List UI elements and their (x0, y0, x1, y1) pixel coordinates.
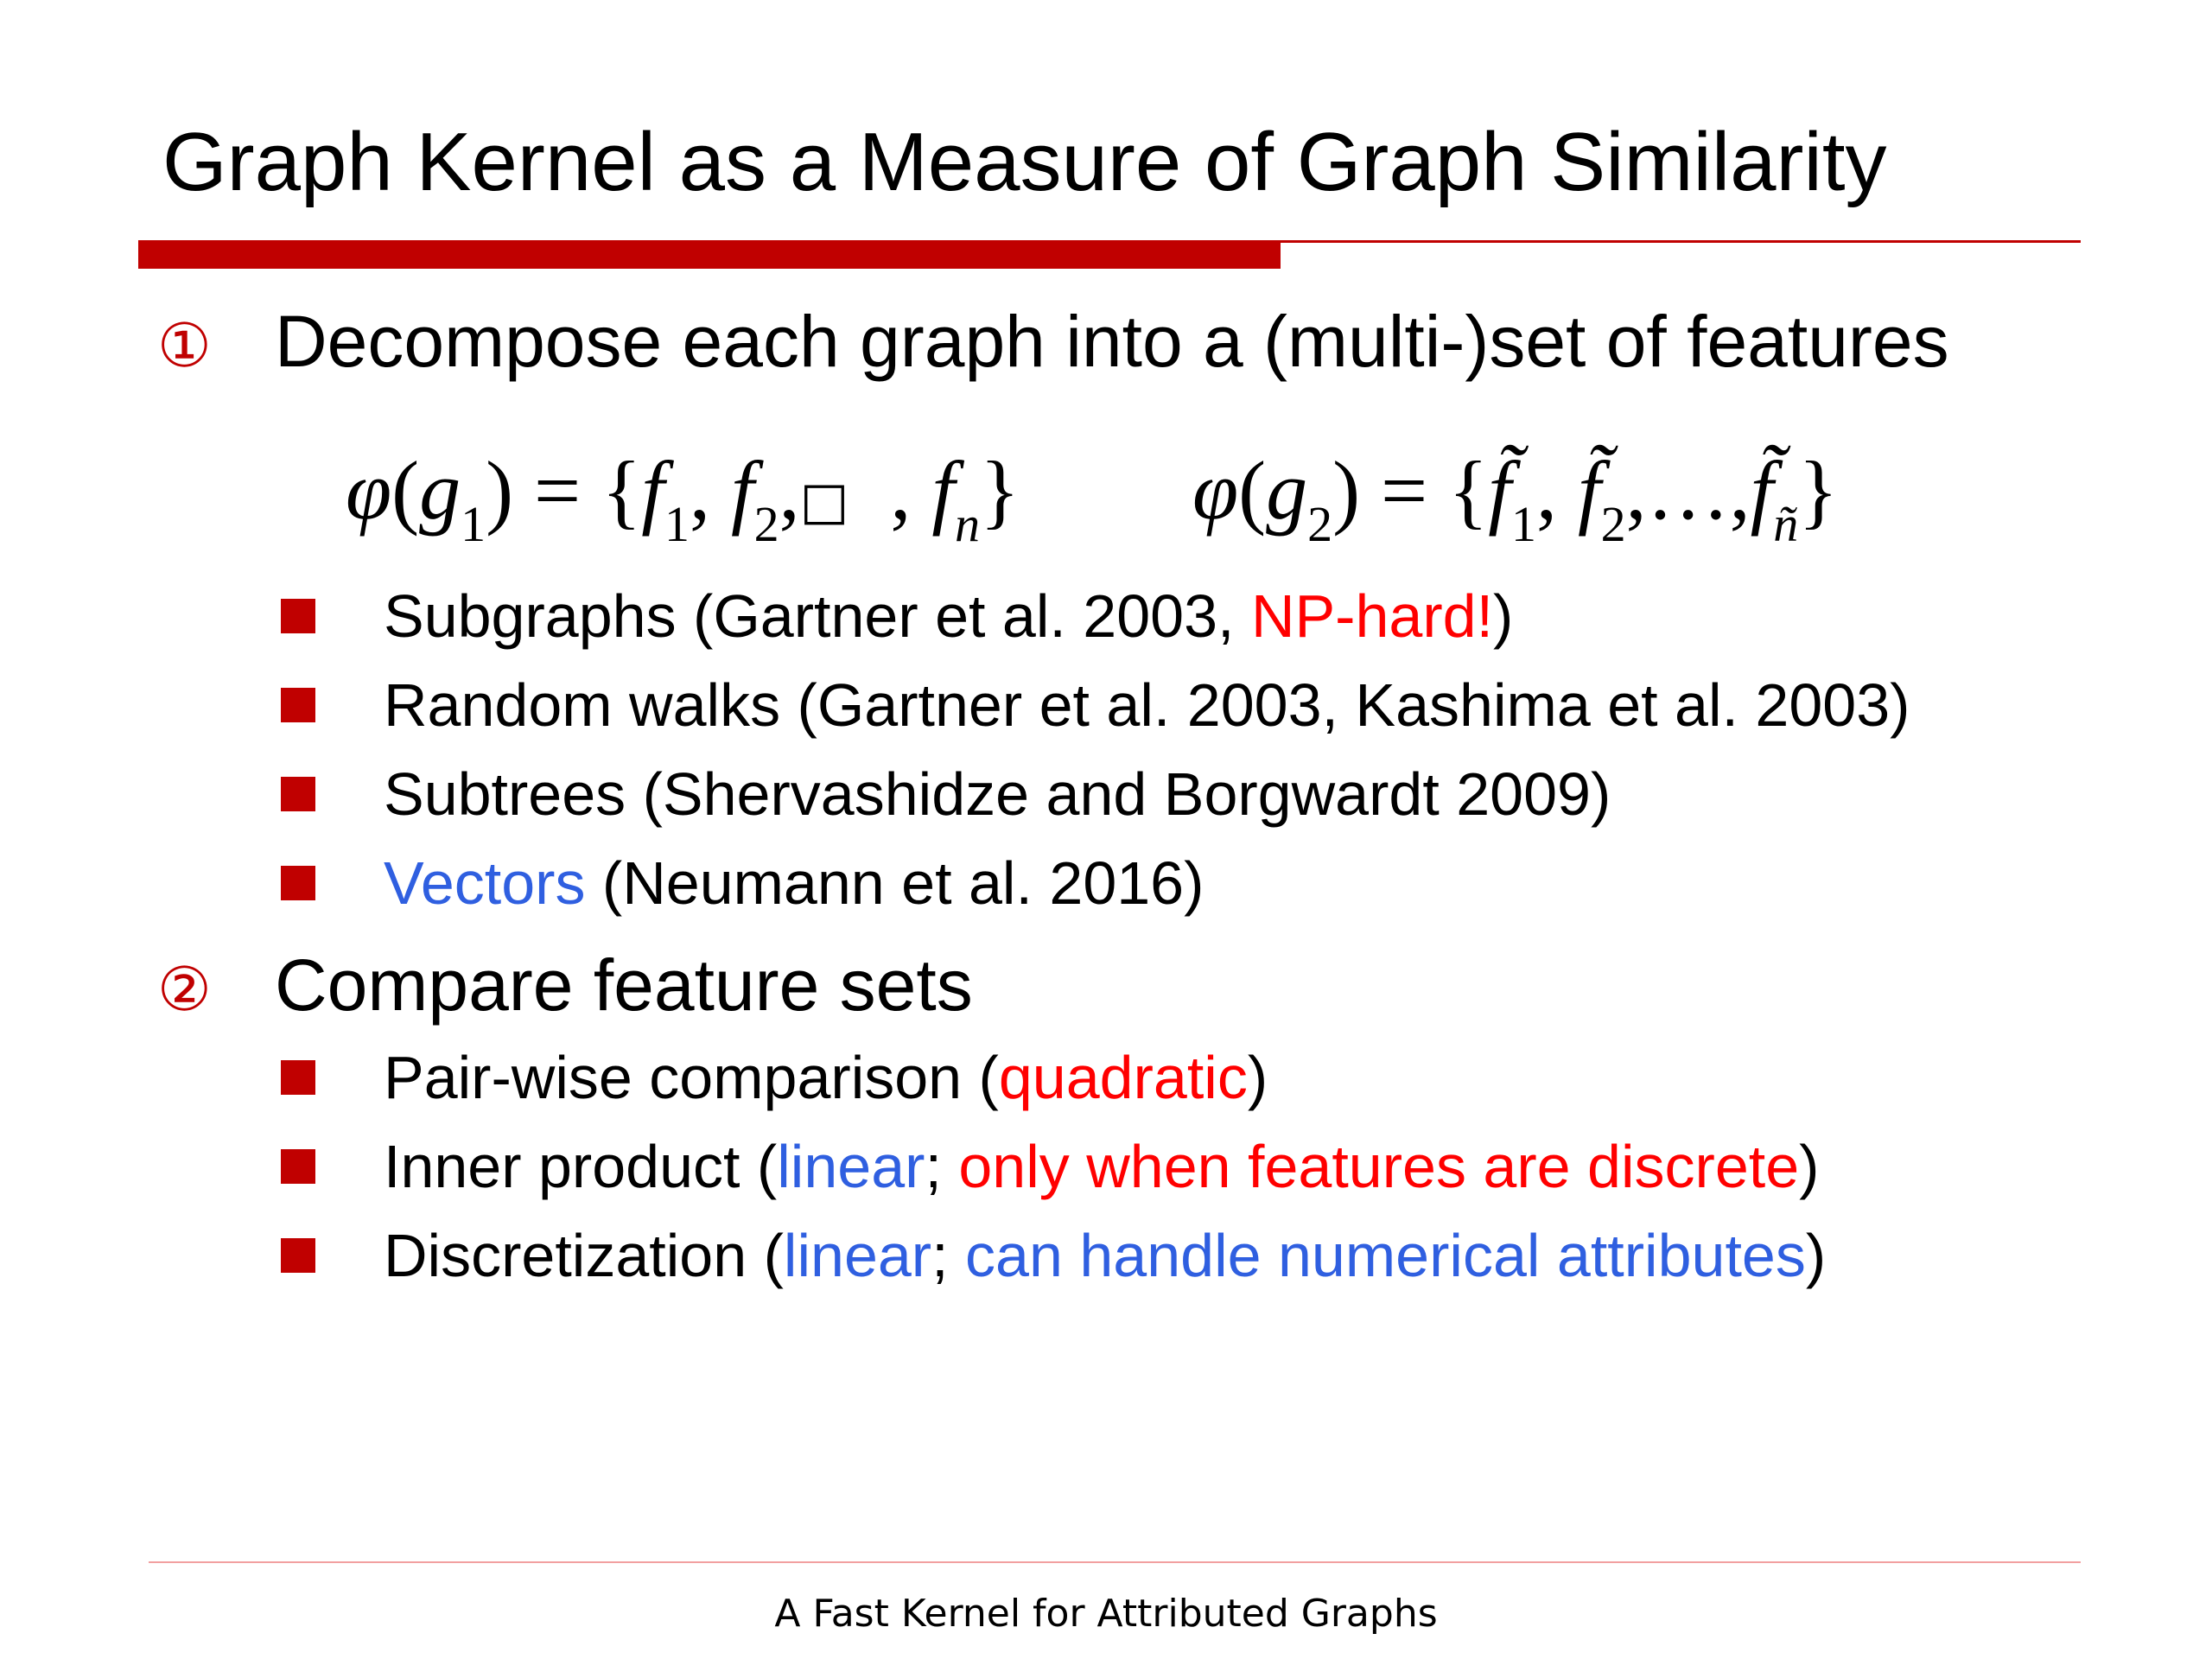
bullet-vectors: Vectors (Neumann et al. 2016) (384, 849, 1205, 917)
formula-right: $\varphi(g_2)$ = {$f̃_1$, $f̃_2,\dots,f̃_ñ$} (1192, 444, 1839, 552)
bullet-square (281, 1149, 315, 1184)
title-underline-thin (1281, 240, 2081, 243)
bullet-subgraphs: Subgraphs (Gartner et al. 2003, NP-hard!) (384, 582, 1514, 650)
bullet-square (281, 1238, 315, 1273)
step-1-number: ① (157, 310, 212, 381)
bullet-square (281, 599, 315, 633)
bullet-square (281, 688, 315, 722)
bullet-discretization: Discretization (linear; can handle numerical attributes) (384, 1222, 1827, 1289)
bullet-square (281, 866, 315, 900)
bullet-square (281, 1060, 315, 1095)
bullet-subtrees: Subtrees (Shervashidze and Borgwardt 2009) (384, 760, 1611, 828)
missing-glyph-box: □ (799, 471, 849, 531)
title-underline-thick (138, 240, 1281, 269)
step-1 (157, 298, 212, 389)
slide-footer: A Fast Kernel for Attributed Graphs (774, 1592, 1438, 1636)
footer-rule (149, 1561, 2081, 1563)
bullet-pairwise: Pair-wise comparison (quadratic) (384, 1044, 1268, 1111)
bullet-random-walks: Random walks (Gartner et al. 2003, Kashima et al. 2003) (384, 671, 1910, 739)
step-2-text: Compare feature sets (275, 944, 973, 1026)
bullet-inner-product: Inner product (linear; only when features are discrete) (384, 1133, 1820, 1200)
step-1-text: Decompose each graph into a (multi-)set of features (275, 301, 1949, 382)
step-2 (157, 942, 212, 1033)
bullet-square (281, 777, 315, 811)
step-2-number: ② (157, 954, 212, 1025)
slide-title: Graph Kernel as a Measure of Graph Similarity (162, 116, 1887, 208)
formula-left: $\varphi(g_1) = \{f_1$, $f_2,□$ , $f_n$} (346, 444, 1020, 552)
